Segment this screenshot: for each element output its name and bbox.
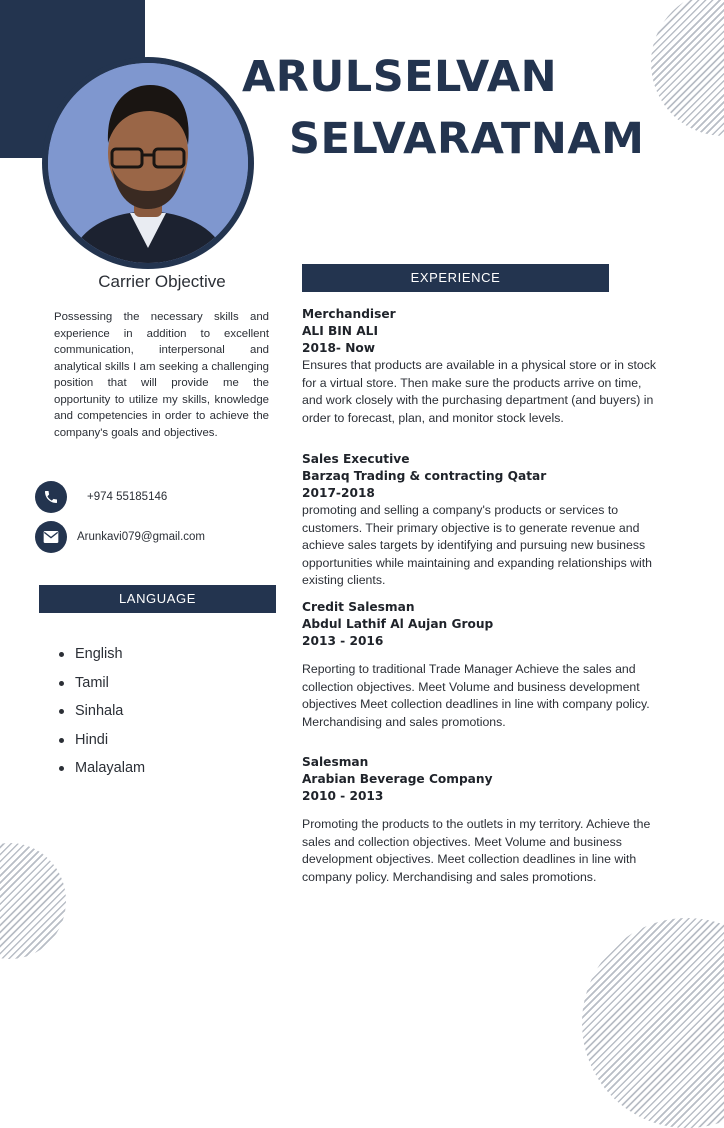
experience-entry bbox=[302, 599, 664, 731]
job-company: Barzaq Trading & contracting Qatar bbox=[302, 469, 547, 483]
job-company: ALI BIN ALI bbox=[302, 324, 378, 338]
experience-section-header: EXPERIENCE bbox=[302, 264, 609, 292]
experience-entry bbox=[302, 451, 664, 590]
job-years: 2010 - 2013 bbox=[302, 789, 384, 803]
job-title: Sales Executive bbox=[302, 452, 410, 466]
bullet-icon bbox=[59, 766, 64, 771]
striped-circle-decoration bbox=[0, 843, 66, 959]
job-company: Arabian Beverage Company bbox=[302, 772, 493, 786]
job-years: 2013 - 2016 bbox=[302, 634, 384, 648]
profile-photo bbox=[48, 63, 248, 263]
bullet-icon bbox=[59, 738, 64, 743]
phone-contact bbox=[35, 481, 167, 513]
language-label: Malayalam bbox=[75, 760, 146, 776]
job-description: promoting and selling a company's products or services to customers. Their primary objective is to generate revenue and achieve sales targets by identifying and pursuing new business opportunities while maintaining and expanding relationships with existing clients. bbox=[302, 503, 652, 587]
bullet-icon bbox=[59, 709, 64, 714]
language-item bbox=[57, 640, 145, 669]
first-name-heading: ARULSELVAN bbox=[242, 52, 558, 102]
job-description: Reporting to traditional Trade Manager Achieve the sales and collection objectives. Meet Volume and business development objectives Meet collection deadlines in line with company policy. Merchandising and sales promotions. bbox=[302, 662, 650, 729]
last-name-heading: SELVARATNAM bbox=[289, 114, 645, 164]
language-section-header: LANGUAGE bbox=[39, 585, 276, 613]
phone-number[interactable]: +974 55185146 bbox=[87, 491, 168, 503]
phone-icon bbox=[35, 481, 67, 513]
person-portrait-illustration bbox=[48, 63, 248, 263]
bullet-icon bbox=[59, 652, 64, 657]
language-item bbox=[57, 697, 145, 726]
job-company: Abdul Lathif Al Aujan Group bbox=[302, 617, 494, 631]
job-years: 2018- Now bbox=[302, 341, 376, 355]
objective-title: Carrier Objective bbox=[98, 272, 226, 291]
email-address[interactable]: Arunkavi079@gmail.com bbox=[77, 531, 206, 543]
job-title: Credit Salesman bbox=[302, 600, 415, 614]
language-item bbox=[57, 669, 145, 698]
striped-circle-decoration bbox=[582, 918, 724, 1128]
language-item bbox=[57, 754, 145, 783]
experience-entry bbox=[302, 754, 664, 886]
profile-photo-frame bbox=[42, 57, 254, 269]
language-list bbox=[57, 640, 145, 783]
job-title: Merchandiser bbox=[302, 307, 396, 321]
language-label: English bbox=[75, 646, 123, 662]
email-contact bbox=[35, 521, 205, 553]
objective-text: Possessing the necessary skills and experience in addition to excellent communication, interpersonal and analytical skills I am seeking a challenging position that will provide me the opportunity to utilize my skills, knowledge and competencies in order to achieve the company's goals and objectives. bbox=[54, 311, 269, 439]
experience-entry bbox=[302, 306, 664, 427]
language-label: Sinhala bbox=[75, 703, 124, 719]
job-title: Salesman bbox=[302, 755, 369, 769]
job-description: Ensures that products are available in a physical store or in stock for a virtual store. Then make sure the products arrive on time, and work closely with the purchasing department (and buyers) in order to forecast, plan, and monitor stock levels. bbox=[302, 358, 657, 425]
language-label: Hindi bbox=[75, 731, 109, 748]
job-description: Promoting the products to the outlets in my territory. Achieve the sales and collection objectives. Meet Volume and business development objectives. Meet collection deadlines in line with company policy. Merchandising and sales promotions. bbox=[302, 817, 651, 884]
language-item bbox=[57, 726, 145, 755]
language-label: Tamil bbox=[75, 674, 109, 691]
envelope-icon bbox=[35, 521, 67, 553]
striped-circle-decoration bbox=[651, 0, 724, 136]
job-years: 2017-2018 bbox=[302, 486, 375, 500]
bullet-icon bbox=[59, 681, 64, 686]
